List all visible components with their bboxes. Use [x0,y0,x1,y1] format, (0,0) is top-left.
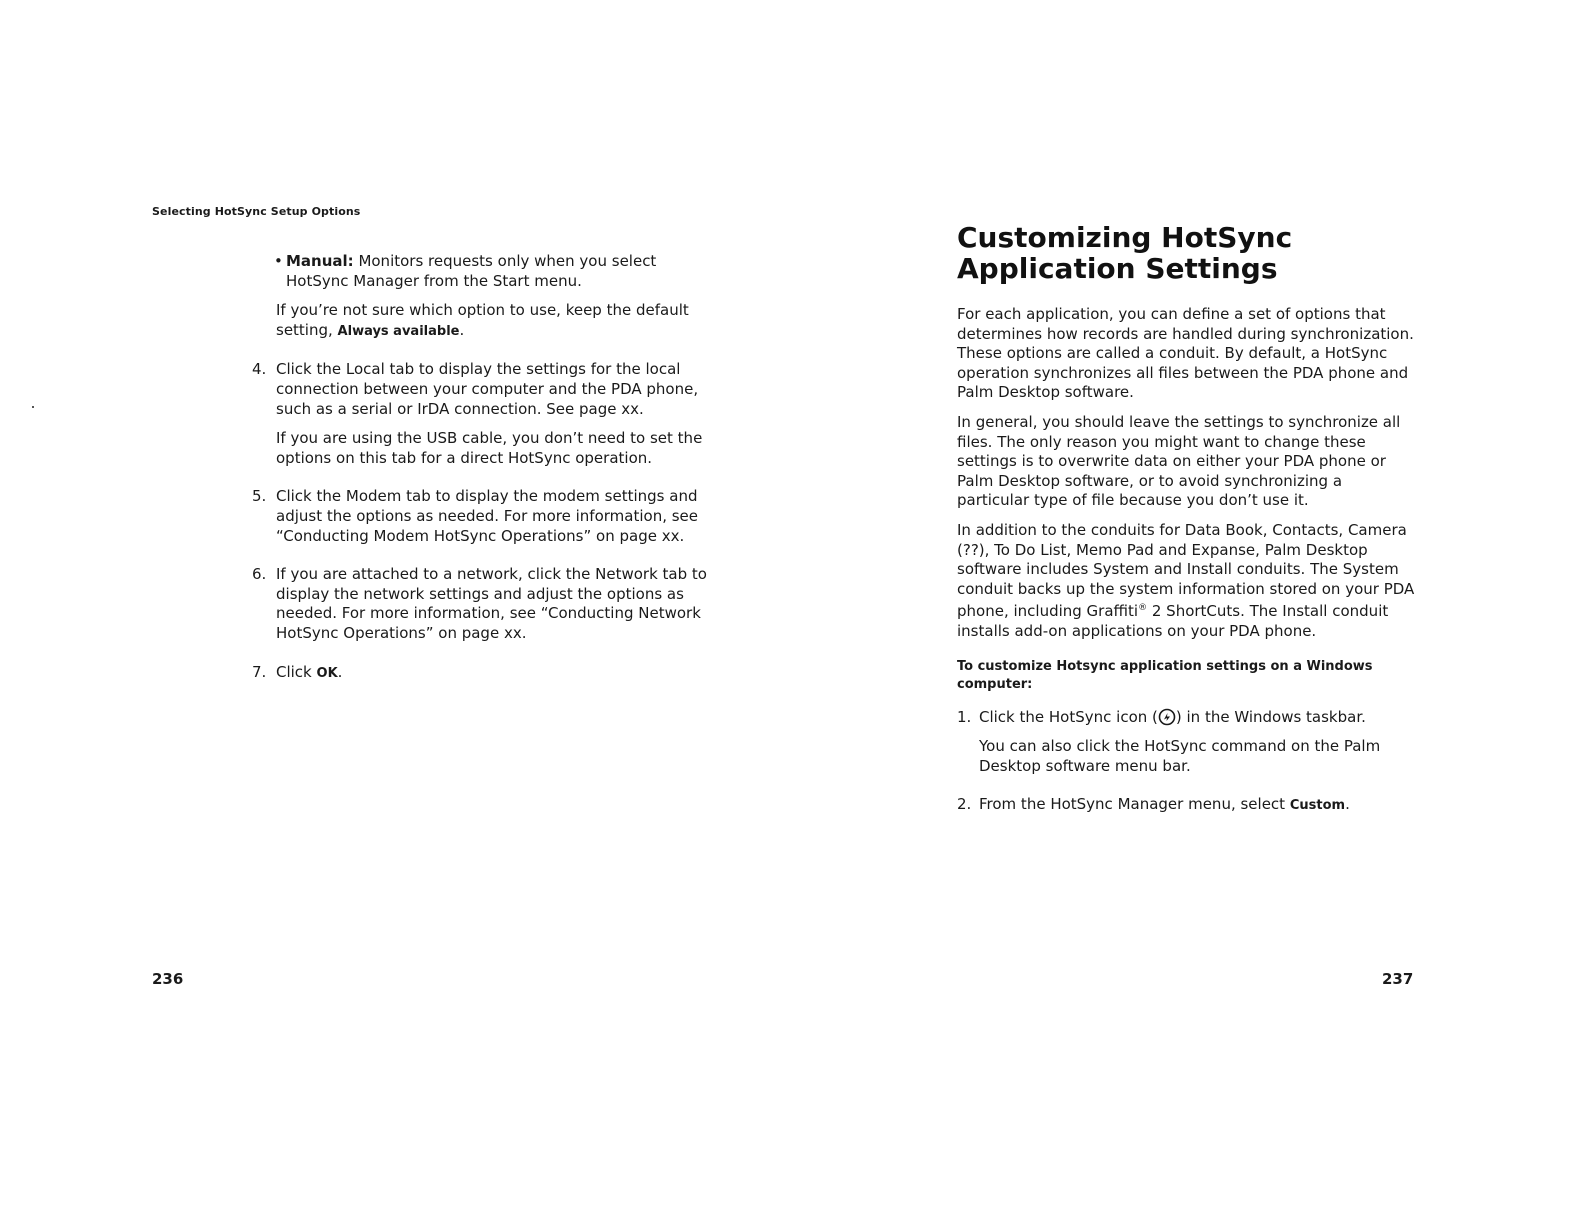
step-number: 7. [252,662,267,681]
left-body [250,252,720,693]
bullet-manual [250,252,720,291]
step-number: 5. [252,487,267,506]
step-text: From the HotSync Manager menu, select [979,795,1290,814]
step-number: 6. [252,565,267,584]
title-line-2: Application Settings [957,252,1278,285]
page-number: 237 [1382,970,1414,988]
ok-label: OK [316,665,338,681]
step-text: Click the Modem tab to display the modem settings and adjust the options as needed. For more information, see “Conducting Modem HotSync Operations” on page xx. [276,487,699,545]
procedure-heading: To customize Hotsync application settings on a Windows computer: [957,658,1373,692]
step-number: 1. [957,707,972,726]
right-body [957,222,1417,826]
step-end: . [1345,795,1350,814]
step-7 [250,663,720,684]
bullet-text [276,252,720,291]
page-number: 236 [152,970,184,988]
step-2 [957,795,1417,816]
step-end: . [337,662,343,681]
step-1 [957,708,1417,728]
running-head: Selecting HotSync Setup Options [152,205,361,218]
stray-mark [32,406,34,408]
step-text: If you are attached to a network, click the Network tab to display the network settings and adjust the options as needed. For more information, see “Conducting Network HotSync Operations” on page xx. [276,565,707,642]
registered-mark: ® [1138,603,1148,614]
conduits-text: In addition to the conduits for Data Book, Contacts, Camera (??), To Do List, Memo Pad and Expanse, Palm Desktop software includes System and Install conduits. The System conduit backs up the system information stored on your PDA phone, including Graffiti [957,520,1415,621]
bullet-description: Monitors requests only when you select HotSync Manager from the Start menu. [286,252,657,290]
step-4 [250,360,720,419]
hotsync-icon [1158,708,1176,726]
default-note-emphasis: Always available [337,323,460,339]
step-text: Click the Local tab to display the settings for the local connection between your computer and the PDA phone, such as a serial or IrDA connection. See page xx. [276,360,699,418]
title-line-1: Customizing HotSync [957,221,1293,254]
conduits-paragraph [957,521,1417,642]
step-number: 2. [957,795,972,814]
right-page [792,0,1584,1224]
default-note-end: . [459,320,465,339]
bullet-icon: • [274,252,283,270]
default-note-text: If you’re not sure which option to use, keep the default setting, [276,301,689,339]
step-text: Click [276,662,317,681]
general-paragraph: In general, you should leave the settings to synchronize all files. The only reason you might want to change these settings is to overwrite data on either your PDA phone or Palm Desktop software, or to avoid synchronizing a particular type of file because you don’t use it. [957,412,1401,510]
conduits-text-end: 2 ShortCuts. The Install conduit installs add-on applications on your PDA phone. [957,602,1389,640]
step-6 [250,565,720,643]
step-text: Click the HotSync icon ( [979,707,1158,726]
step-1-note: You can also click the HotSync command on the Palm Desktop software menu bar. [979,737,1381,775]
step-text-end: ) in the Windows taskbar. [1175,707,1366,726]
step-4-note: If you are using the USB cable, you don’t need to set the options on this tab for a direct HotSync operation. [276,429,703,467]
step-number: 4. [252,360,267,379]
intro-paragraph: For each application, you can define a set of options that determines how records are handled during synchronization. These options are called a conduit. By default, a HotSync operation synchronizes all files between the PDA phone and Palm Desktop software. [957,305,1414,402]
page-title [957,222,1417,284]
bullet-label: Manual: [286,252,354,270]
custom-label: Custom [1289,798,1346,814]
step-5 [250,487,720,546]
default-note [250,301,720,341]
